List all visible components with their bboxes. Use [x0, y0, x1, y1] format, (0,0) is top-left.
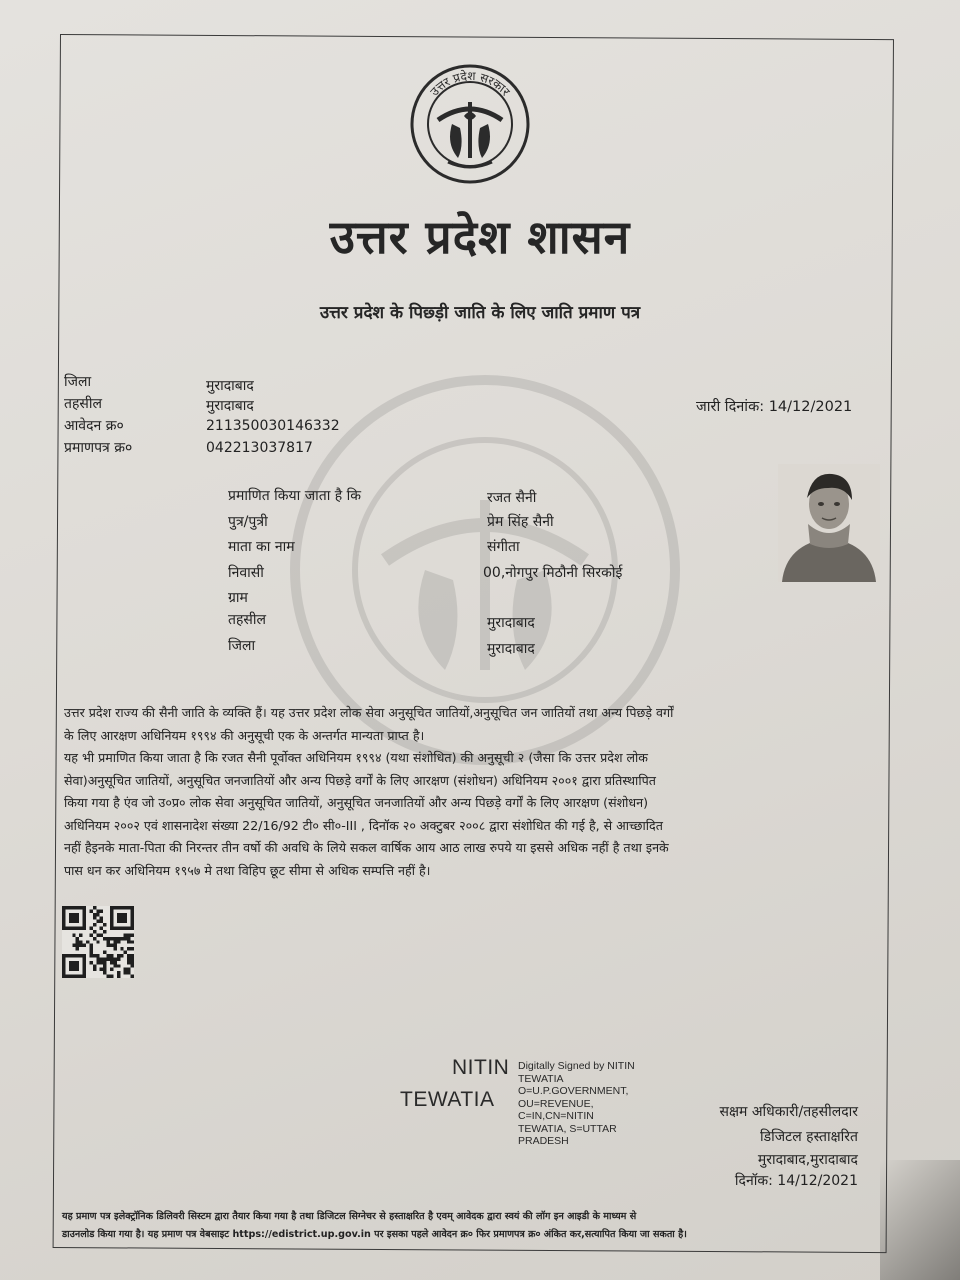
detail-value-tehsil: मुरादाबाद [487, 615, 535, 631]
signature-detail-line: PRADESH [518, 1135, 569, 1147]
detail-value-resident: 00,नोगपुर मिठौनी सिरकोई [483, 565, 623, 581]
field-label-tehsil: तहसील [64, 396, 102, 412]
detail-label-village: ग्राम [228, 590, 248, 606]
applicant-photo [778, 464, 880, 582]
paragraph-line: अधिनियम २००२ एवं शासनादेश संख्या 22/16/92 टी० सी०-III , दिनॉक २० अक्टुबर २००८ द्वारा संशोधित की गई है, से आच्छादित [64, 817, 663, 833]
detail-label-resident: निवासी [228, 565, 264, 581]
paragraph-line: पास धन कर अधिनियम १९५७ मे तथा विहिप छूट सीमा से अधिक सम्पत्ति नहीं है। [64, 862, 431, 878]
signature-detail-line: C=IN,CN=NITIN [518, 1110, 594, 1122]
officer-location: मुरादाबाद,मुरादाबाद [757, 1152, 858, 1168]
field-value-certificate-no: 042213037817 [206, 440, 313, 456]
field-value-district: मुरादाबाद [206, 378, 254, 394]
detail-value-mother: संगीता [487, 539, 520, 555]
detail-label-certified: प्रमाणित किया जाता है कि [228, 488, 362, 504]
paper-shadow [880, 1160, 960, 1280]
detail-label-parent: पुत्र/पुत्री [228, 514, 268, 530]
caste-statement-paragraph [64, 702, 886, 747]
qr-code [62, 906, 134, 978]
detail-label-mother: माता का नाम [228, 539, 295, 555]
issue-date: जारी दिनांक: 14/12/2021 [696, 399, 853, 415]
field-value-tehsil: मुरादाबाद [206, 398, 254, 414]
footer-note-line1: यह प्रमाण पत्र इलेक्ट्रॉनिक डिलिवरी सिस्टम द्वारा तैयार किया गया है तथा डिजिटल सिग्नेचर से हस्ताक्षरित है एवम् आवेदक द्वारा स्वयं की लॉग इन आइडी के माध्यम से [62, 1211, 637, 1222]
detail-value-name: रजत सैनी [487, 490, 537, 506]
detail-value-parent: प्रेम सिंह सैनी [487, 514, 554, 530]
officer-date: दिनॉक: 14/12/2021 [734, 1173, 858, 1189]
up-govt-emblem-icon [408, 62, 532, 186]
paragraph-line: नहीं हैइनके माता-पिता की निरन्तर तीन वर्षो की अवधि के लिये सकल वार्षिक आय आठ लाख रुपये या इससे अधिक नहीं है तथा इनके [64, 840, 669, 855]
detail-label-tehsil: तहसील [228, 612, 266, 628]
detail-value-district: मुरादाबाद [487, 641, 535, 657]
paragraph-line: के लिए आरक्षण अधिनियम १९९४ की अनुसूची एक के अन्तर्गत मान्यता प्राप्त है। [64, 727, 425, 743]
field-value-application-no: 211350030146332 [206, 418, 340, 434]
field-label-application-no: आवेदन क्र० [64, 418, 124, 434]
officer-title: सक्षम अधिकारी/तहसीलदार [719, 1104, 858, 1120]
signature-detail-line: OU=REVENUE, [518, 1097, 594, 1110]
field-label-certificate-no: प्रमाणपत्र क्र० [64, 440, 133, 456]
paragraph-line: सेवा)अनुसूचित जातियों, अनुसूचित जनजातियों और अन्य पिछड़े वर्गों के लिए आरक्षण (संशोधन) अधिनियम २००१ द्वारा प्रतिस्थापित [64, 772, 656, 788]
paragraph-line: उत्तर प्रदेश राज्य की सैनी जाति के व्यक्ति हैं। यह उत्तर प्रदेश लोक सेवा अनुसूचित जातियों,अनुसूचित जन जातियों तथा अन्य पिछड़े वर्गों [64, 705, 674, 720]
field-label-district: जिला [64, 374, 92, 390]
government-title: उत्तर प्रदेश शासन [329, 210, 631, 264]
detail-label-district: जिला [228, 638, 256, 654]
paragraph-line: किया गया है एंव जो उ०प्र० लोक सेवा अनुसूचित जातियों, अनुसूचित जनजातियों और अन्य पिछड़े वर्गों के लिए आरक्षण (संशोधन) [64, 795, 649, 810]
footer-note-line2: डाउनलोड किया गया है। यह प्रमाण पत्र वेबसाइट https://edistrict.up.gov.in पर इसका पहले आवेदन क्र० फिर प्रमाणपत्र क्र० अंकित कर,सत्यापित किया जा सकता है। [62, 1229, 687, 1240]
emblem-text: उत्तर प्रदेश सरकार [427, 68, 513, 99]
signer-name-line2: TEWATIA [400, 1088, 495, 1111]
signer-name-line1: NITIN [452, 1056, 510, 1079]
signature-detail-line: O=U.P.GOVERNMENT, [518, 1085, 629, 1097]
officer-digital-signed: डिजिटल हस्ताक्षरित [760, 1129, 858, 1145]
signature-detail-line: TEWATIA, S=UTTAR [518, 1122, 617, 1135]
paragraph-line: यह भी प्रमाणित किया जाता है कि रजत सैनी पूर्वोक्त अधिनियम १९९४ (यथा संशोधित) की अनुसूची २ (जैसा कि उत्तर प्रदेश लोक [64, 750, 648, 765]
signature-detail-line: Digitally Signed by NITIN [518, 1060, 635, 1072]
certification-paragraph [64, 747, 886, 882]
signature-detail-line: TEWATIA [518, 1072, 564, 1085]
certificate-title: उत्तर प्रदेश के पिछ्ड़ी जाति के लिए जाति प्रमाण पत्र [319, 303, 641, 323]
